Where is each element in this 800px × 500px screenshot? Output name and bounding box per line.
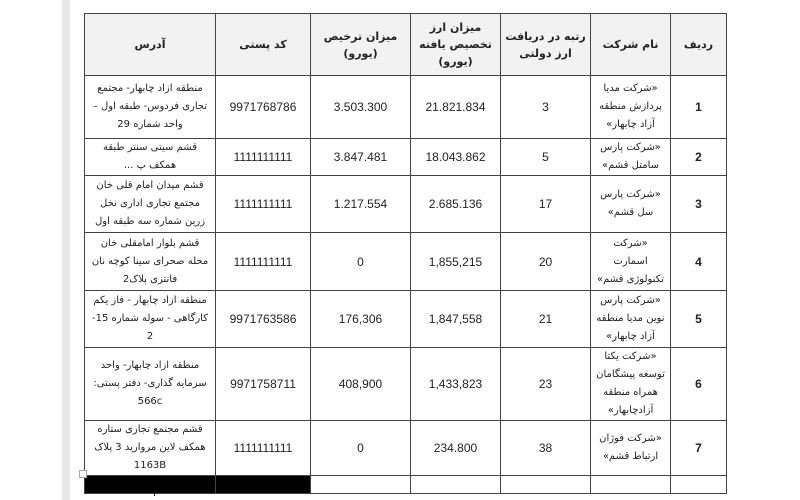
redacted-cell <box>85 476 216 494</box>
cell-rank: 38 <box>501 421 591 476</box>
table-row <box>85 233 727 291</box>
cell-row-number: 6 <box>671 348 727 421</box>
cell-company: «شرکت یکتا توسعه پیشگامان همراه منطقه آزادچابهار» <box>591 348 671 421</box>
cell-address: قشم مجتمع تجاری ستاره همکف لاین مروارید 3 پلاک 1163B <box>85 421 216 476</box>
cell-allocated: 21.821.834 <box>411 76 501 139</box>
cell-row-number: 3 <box>671 176 727 233</box>
cell-rank: 20 <box>501 233 591 291</box>
cell-company: «شرکت اسمارت تکنولوژی قشم» <box>591 233 671 291</box>
cell-postal-code: 1111111111 <box>216 139 311 176</box>
cell-postal-code: 1111111111 <box>216 421 311 476</box>
cell-allocated: 1,847,558 <box>411 291 501 348</box>
cell-clearance: 3.503.300 <box>311 76 411 139</box>
cell-address: قشم میدان امام قلی خان مجتمع تجاری اداری نخل زرین شماره سه طبقه اول <box>85 176 216 233</box>
cell-allocated: 2.685.136 <box>411 176 501 233</box>
empty-cell <box>411 476 501 494</box>
cell-address: قشم سیتی سنتر طبقه همکف پ ... <box>85 139 216 176</box>
empty-cell <box>591 476 671 494</box>
cell-address: منطقه ازاد چابهار- مجتمع تجاری فردوس- طبقه اول – واحد شماره 29 <box>85 76 216 139</box>
header-clearance-unit: (یورو) <box>343 46 378 60</box>
cell-company: «شرکت پارس سل قشم» <box>591 176 671 233</box>
header-allocated <box>411 14 501 76</box>
header-rank: رتبه در دریافت ارز دولتی <box>501 14 591 76</box>
empty-cell <box>311 476 411 494</box>
page-margin-gutter <box>62 0 70 500</box>
cell-address: منطقه ازاد چابهار - فاز یکم کارگاهی - سوله شماره 15-2 <box>85 291 216 348</box>
cell-postal-code: 9971763586 <box>216 291 311 348</box>
header-address: آدرس <box>85 14 216 76</box>
cell-company: «شرکت پارس نوین مدیا منطقه آزاد چابهار» <box>591 291 671 348</box>
header-allocated-label: میزان ارز تخصیص یافته <box>419 21 492 51</box>
table-row <box>85 348 727 421</box>
empty-cell <box>671 476 727 494</box>
header-allocated-unit: (یورو) <box>438 55 473 68</box>
cell-postal-code: 1111111111 <box>216 176 311 233</box>
cell-address: منطقه ازاد چابهار- واحد سرمایه گذاری- دفتر پستی: 566c <box>85 348 216 421</box>
table-header-row <box>85 14 727 76</box>
cell-rank: 3 <box>501 76 591 139</box>
header-clearance-label: میزان ترخیص <box>323 29 398 43</box>
cell-row-number: 1 <box>671 76 727 139</box>
table-row <box>85 139 727 176</box>
text-cursor <box>154 476 155 496</box>
header-clearance <box>311 14 411 76</box>
cell-address: قشم بلوار امامقلی خان محله صحرای سینا کوچه نان فانتزی پلاک2 <box>85 233 216 291</box>
cell-postal-code: 9971768786 <box>216 76 311 139</box>
cell-allocated: 234.800 <box>411 421 501 476</box>
cell-company: «شرکت پارس سامتل قشم» <box>591 139 671 176</box>
table-resize-handle[interactable] <box>79 470 87 478</box>
table-row <box>85 291 727 348</box>
header-postal-code: کد پستی <box>216 14 311 76</box>
redacted-cell <box>216 476 311 494</box>
cell-clearance: 0 <box>311 421 411 476</box>
cell-allocated: 18.043.862 <box>411 139 501 176</box>
cell-allocated: 1,855,215 <box>411 233 501 291</box>
header-row-number: ردیف <box>671 14 727 76</box>
table-row <box>85 176 727 233</box>
cell-rank: 17 <box>501 176 591 233</box>
cell-rank: 21 <box>501 291 591 348</box>
table-row <box>85 421 727 476</box>
cell-row-number: 4 <box>671 233 727 291</box>
cell-clearance: 408,900 <box>311 348 411 421</box>
cell-clearance: 3.847.481 <box>311 139 411 176</box>
currency-allocation-table <box>84 13 727 494</box>
cell-company: «شرکت مدیا پردازش منطقه آزاد چابهار» <box>591 76 671 139</box>
cell-clearance: 0 <box>311 233 411 291</box>
cell-postal-code: 9971758711 <box>216 348 311 421</box>
cell-clearance: 1.217.554 <box>311 176 411 233</box>
cell-postal-code: 1111111111 <box>216 233 311 291</box>
cell-rank: 23 <box>501 348 591 421</box>
cell-clearance: 176,306 <box>311 291 411 348</box>
table-row-empty <box>85 476 727 494</box>
cell-row-number: 2 <box>671 139 727 176</box>
cell-allocated: 1,433,823 <box>411 348 501 421</box>
cell-rank: 5 <box>501 139 591 176</box>
cell-company: «شرکت فوژان ارتباط قشم» <box>591 421 671 476</box>
header-company: نام شرکت <box>591 14 671 76</box>
cell-row-number: 5 <box>671 291 727 348</box>
empty-cell <box>501 476 591 494</box>
cell-row-number: 7 <box>671 421 727 476</box>
table-row <box>85 76 727 139</box>
